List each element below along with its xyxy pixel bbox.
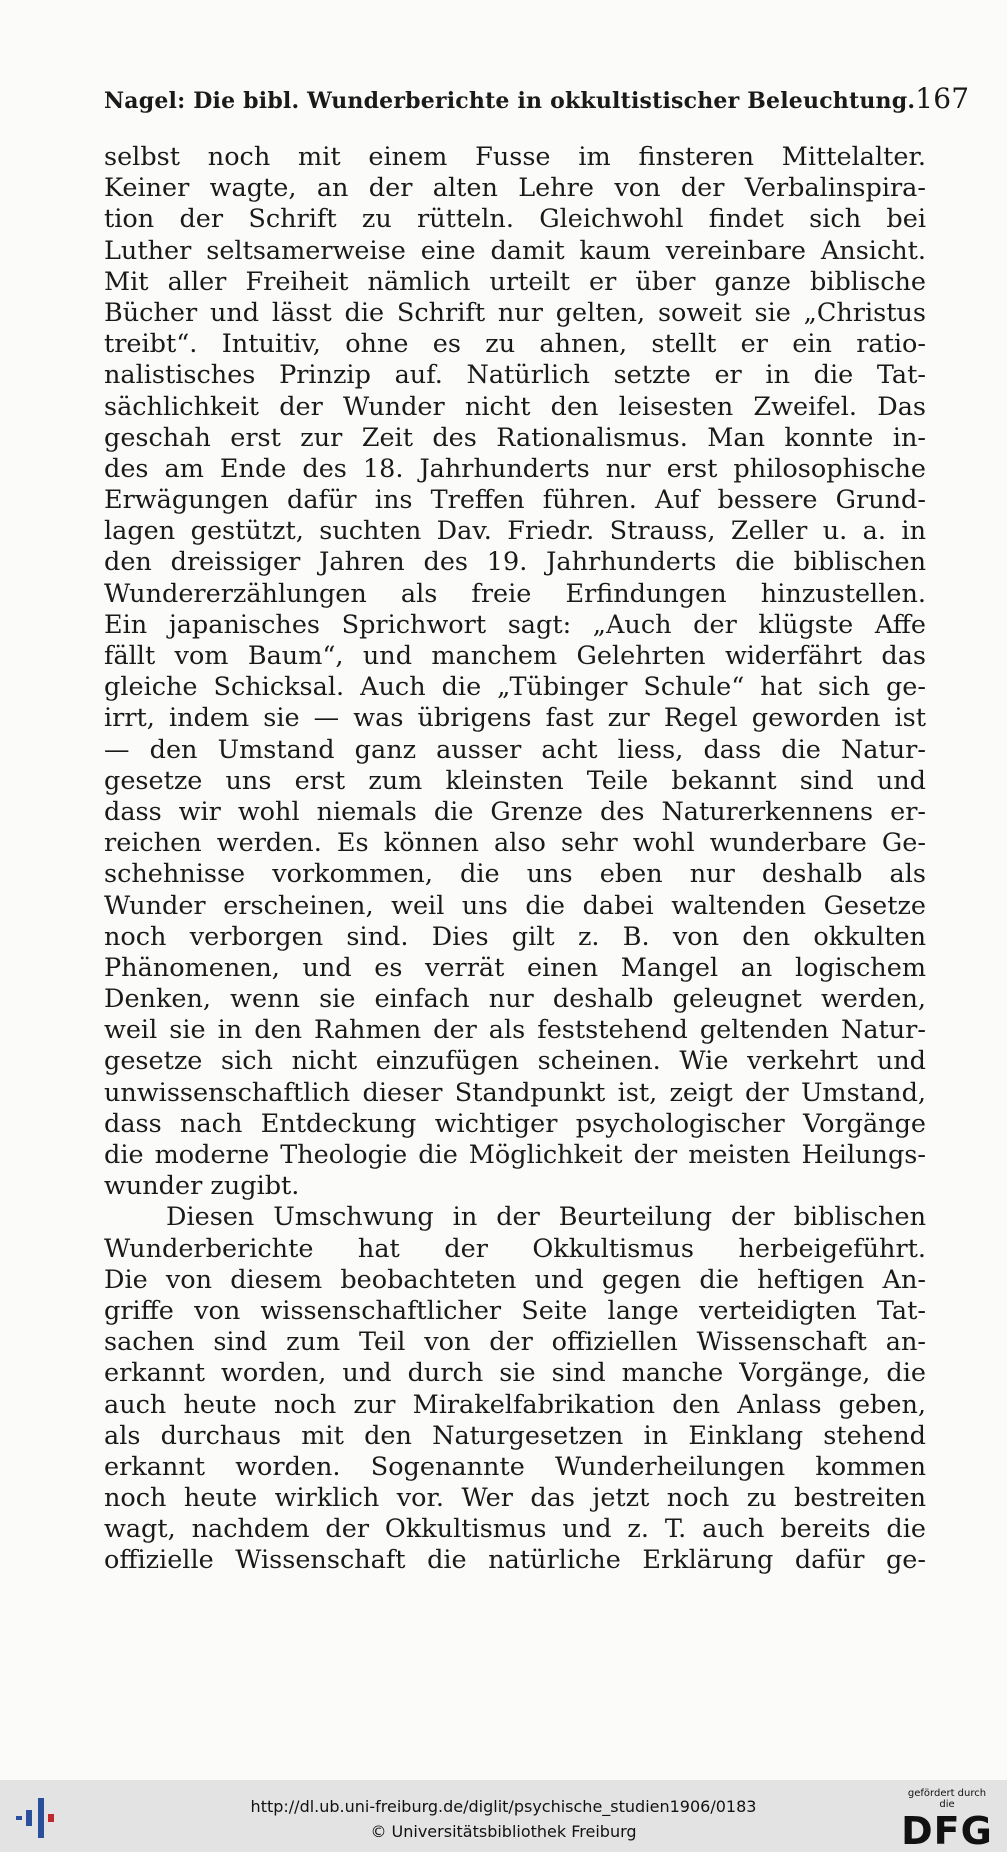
text-line: Keiner wagte, an der alten Lehre von der Verbalinspira- [104,173,926,204]
dfg-logo: DFG [901,1809,993,1853]
text-line: gesetze sich nicht einzufügen scheinen. Wie verkehrt und [104,1046,926,1077]
text-line: selbst noch mit einem Fusse im finsteren Mittelalter. [104,142,926,172]
text-line: Die von diesem beobachteten und gegen die heftigen An- [104,1264,926,1295]
text-line: Wundererzählungen als freie Erfindungen hinzustellen. [104,578,926,609]
text-line: Erwägungen dafür ins Treffen führen. Auf bessere Grund- [104,485,926,516]
text-line: wunder zugibt. [104,1171,300,1202]
text-line: noch verborgen sind. Dies gilt z. B. von den okkulten [104,921,926,952]
text-line: offizielle Wissenschaft die natürliche Erklärung dafür ge- [104,1545,926,1576]
text-line: als durchaus mit den Naturgesetzen in Einklang stehend [104,1420,926,1451]
text-line: wagt, nachdem der Okkultismus und z. T. auch bereits die [104,1514,926,1545]
text-line: schehnisse vorkommen, die uns eben nur deshalb als [104,859,926,890]
text-line: Denken, wenn sie einfach nur deshalb geleugnet werden, [104,984,926,1015]
copyright-notice: © Universitätsbibliothek Freiburg [370,1822,637,1841]
text-line: — den Umstand ganz ausser acht liess, dass die Natur- [104,734,926,765]
text-line: reichen werden. Es können also sehr wohl wunderbare Ge- [104,828,926,859]
running-head [104,82,970,115]
body-text [104,142,926,1577]
text-line: nalistisches Prinzip auf. Natürlich setzte er in die Tat- [104,360,926,391]
text-line: griffe von wissenschaftlicher Seite lange verteidigten Tat- [104,1295,926,1326]
text-line: Wunder erscheinen, weil uns die dabei waltenden Gesetze [104,890,926,921]
text-line: fällt vom Baum“, und manchem Gelehrten widerfährt das [104,641,926,671]
document-url[interactable]: http://dl.ub.uni-freiburg.de/diglit/psychische_studien1906/0183 [250,1797,757,1816]
text-line: Luther seltsamerweise eine damit kaum vereinbare Ansicht. [104,235,926,266]
text-line: des am Ende des 18. Jahrhunderts nur erst philosophische [104,453,926,484]
text-line: dass wir wohl niemals die Grenze des Naturerkennens er- [104,796,926,827]
text-line: die moderne Theologie die Möglichkeit der meisten Heilungs- [104,1140,926,1170]
text-line: geschah erst zur Zeit des Rationalismus. Man konnte in- [104,422,926,453]
text-line: Wunderberichte hat der Okkultismus herbeigeführt. [104,1233,926,1264]
text-line: Ein japanisches Sprichwort sagt: „Auch der klügste Affe [104,609,926,640]
page-number: 167 [915,82,970,115]
text-line: erkannt worden. Sogenannte Wunderheilungen kommen [104,1451,926,1482]
text-line: noch heute wirklich vor. Wer das jetzt noch zu bestreiten [104,1483,926,1514]
text-line: Mit aller Freiheit nämlich urteilt er über ganze biblische [104,266,926,297]
text-line: auch heute noch zur Mirakelfabrikation den Anlass geben, [104,1389,926,1420]
text-line: treibt“. Intuitiv, ohne es zu ahnen, stellt er ein ratio- [104,329,926,360]
text-line: weil sie in den Rahmen der als feststehend geltenden Natur- [104,1015,926,1046]
text-line: lagen gestützt, suchten Dav. Friedr. Strauss, Zeller u. a. in [104,516,926,547]
text-line: unwissenschaftlich dieser Standpunkt ist, zeigt der Umstand, [104,1077,926,1108]
text-line: den dreissiger Jahren des 19. Jahrhunderts die biblischen [104,547,926,578]
text-line: Phänomenen, und es verrät einen Mangel an logischem [104,952,926,983]
paragraph-start-line: Diesen Umschwung in der Beurteilung der biblischen [166,1202,926,1233]
text-line: gleiche Schicksal. Auch die „Tübinger Schule“ hat sich ge- [104,672,926,703]
sponsor-note: gefördert durch die [907,1788,987,1810]
dfg-sponsor [899,1788,995,1853]
text-line: Bücher und lässt die Schrift nur gelten, soweit sie „Christus [104,297,926,328]
text-line: sachen sind zum Teil von der offiziellen Wissenschaft an- [104,1327,926,1358]
viewer-footer [0,1780,1007,1852]
text-line: sächlichkeit der Wunder nicht den leisesten Zweifel. Das [104,391,926,422]
text-line: tion der Schrift zu rütteln. Gleichwohl findet sich bei [104,204,926,235]
running-title: Nagel: Die bibl. Wunderberichte in okkultistischer Beleuchtung. [104,88,916,114]
text-line: erkannt worden, und durch sie sind manche Vorgänge, die [104,1358,926,1389]
text-line: dass nach Entdeckung wichtiger psychologischer Vorgänge [104,1108,926,1139]
text-line: gesetze uns erst zum kleinsten Teile bekannt sind und [104,765,926,796]
text-line: irrt, indem sie — was übrigens fast zur Regel geworden ist [104,703,926,734]
